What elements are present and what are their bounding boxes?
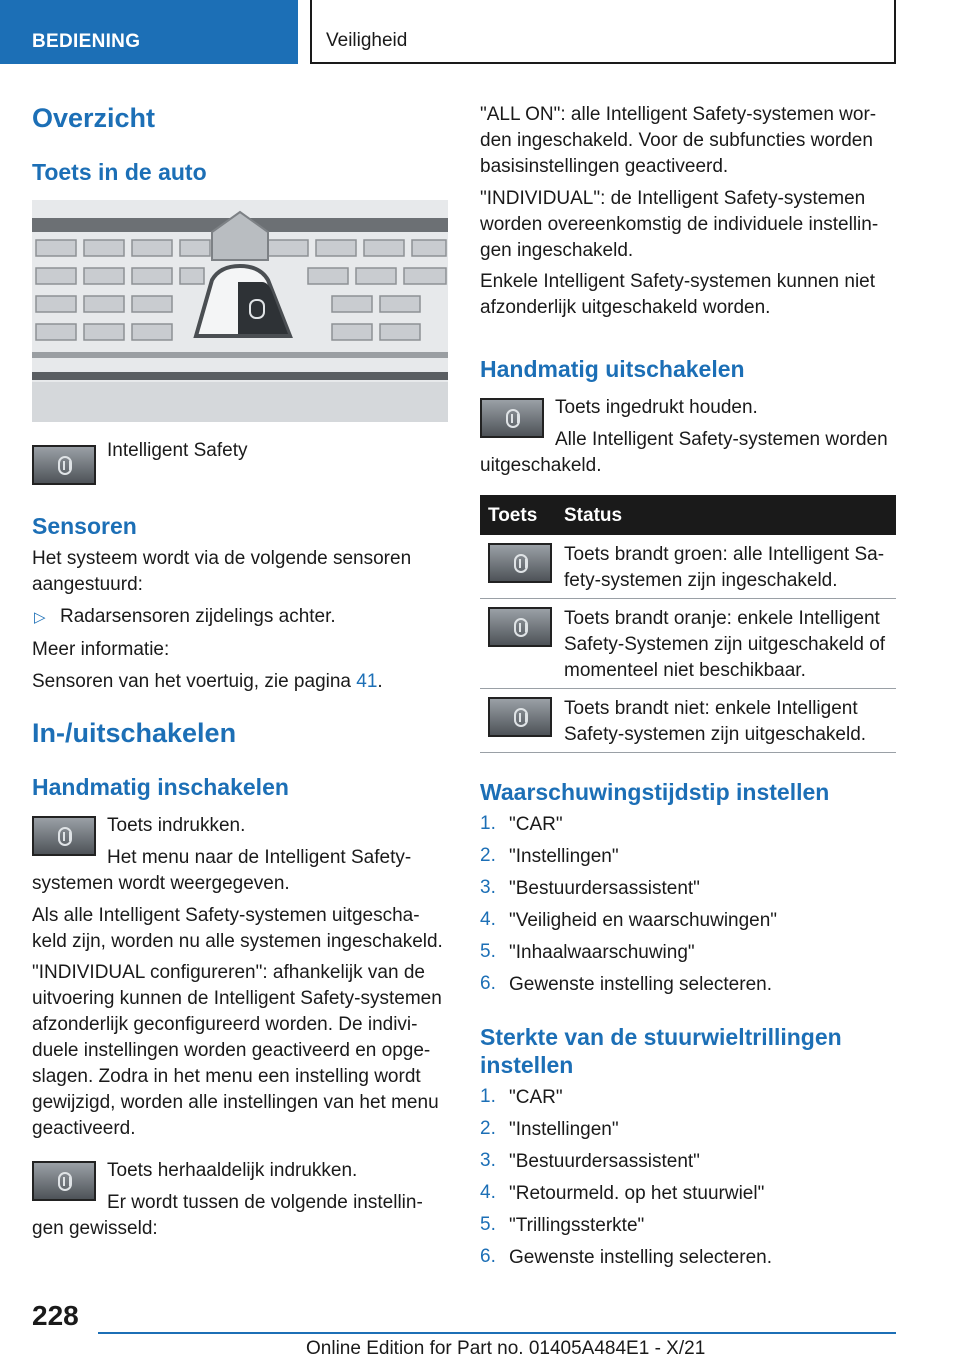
table-row-2-line-3: momenteel niet beschikbaar. (564, 660, 806, 681)
para3-line-3: afzonderlijk geconfigureerd worden. De indivi- (32, 1014, 418, 1035)
heading-sensoren: Sensoren (32, 513, 137, 539)
button-caption: Intelligent Safety (107, 440, 248, 461)
herhaal-line-2: Er wordt tussen de volgende instellin- (107, 1192, 423, 1213)
sensoren-reference-text: Sensoren van het voertuig, zie pagina (32, 671, 351, 692)
sensoren-bullet: Radarsensoren zijdelings achter. (60, 606, 336, 627)
button-off-icon (488, 697, 552, 737)
list1-item-4: "Veiligheid en waarschuwingen" (509, 910, 778, 931)
table-divider (480, 752, 896, 753)
list1-item-3: "Bestuurdersassistent" (509, 878, 700, 899)
inschakelen-line-2: Het menu naar de Intelligent Safety- (107, 847, 412, 868)
herhaal-line-3: gen gewisseld: (32, 1218, 158, 1239)
inschakelen-line-3: systemen wordt weergegeven. (32, 873, 290, 894)
list1-item-5: "Inhaalwaarschuwing" (509, 942, 695, 963)
table-divider (480, 598, 896, 599)
section-title: BEDIENING (32, 31, 141, 52)
para2-line-1: Als alle Intelligent Safety-systemen uitgescha- (32, 905, 420, 926)
enkele-line-1: Enkele Intelligent Safety-systemen kunnen niet (480, 271, 876, 292)
para3-line-2: uitvoering kunnen de Intelligent Safety-systemen (32, 988, 442, 1009)
heading-in-uitschakelen: In-/uitschakelen (32, 718, 237, 748)
list2-item-5: "Trillingssterkte" (509, 1215, 645, 1236)
heading-waarschuwingstijdstip: Waarschuwingstijdstip instellen (480, 779, 830, 805)
table-row-3-line-2: Safety-systemen zijn uitgeschakeld. (564, 724, 867, 745)
button-orange-icon (488, 607, 552, 647)
list1-num-2: 2. (480, 845, 496, 866)
heading-overzicht: Overzicht (32, 103, 156, 133)
edition-text: Online Edition for Part no. 01405A484E1 - X/21 (306, 1338, 706, 1359)
sensoren-text-2: aangestuurd: (32, 574, 143, 595)
list2-item-6: Gewenste instelling selecteren. (509, 1247, 772, 1268)
intelligent-safety-button-icon (32, 445, 96, 485)
intelligent-safety-button-icon (32, 816, 96, 856)
period: . (377, 671, 383, 692)
table-row-2-line-1: Toets brandt oranje: enkele Intelligent (564, 608, 880, 629)
individual-line-3: gen ingeschakeld. (480, 240, 634, 261)
list2-num-5: 5. (480, 1214, 496, 1235)
para3-line-5: slagen. Zodra in het menu een instelling wordt (32, 1066, 421, 1087)
bullet-icon: ▷ (34, 609, 46, 626)
list1-item-1: "CAR" (509, 814, 563, 835)
list1-num-4: 4. (480, 909, 496, 930)
heading-handmatig-inschakelen: Handmatig inschakelen (32, 774, 289, 800)
uitschakelen-line-1: Toets ingedrukt houden. (555, 397, 758, 418)
section-tab (0, 0, 298, 64)
status-table-header (480, 495, 896, 535)
list2-num-2: 2. (480, 1118, 496, 1139)
car-grille-photo (32, 200, 448, 422)
button-green-icon (488, 543, 552, 583)
heading-sterkte-line-2: instellen (480, 1052, 574, 1078)
list2-item-2: "Instellingen" (509, 1119, 619, 1140)
uitschakelen-line-3: uitgeschakeld. (480, 455, 602, 476)
para3-line-7: geactiveerd. (32, 1118, 136, 1139)
page-link-41[interactable]: 41 (356, 671, 378, 692)
heading-sterkte-line-1: Sterkte van de stuurwieltrillingen (480, 1024, 842, 1050)
list2-item-3: "Bestuurdersassistent" (509, 1151, 700, 1172)
heading-toets: Toets in de auto (32, 159, 207, 185)
uitschakelen-line-2: Alle Intelligent Safety-systemen worden (555, 429, 888, 450)
intelligent-safety-button-icon (480, 398, 544, 438)
list2-num-4: 4. (480, 1182, 496, 1203)
herhaal-line-1: Toets herhaaldelijk indrukken. (107, 1160, 358, 1181)
individual-line-1: "INDIVIDUAL": de Intelligent Safety-systemen (480, 188, 866, 209)
col-status: Status (564, 505, 623, 526)
para3-line-4: duele instellingen worden geactiveerd en opge- (32, 1040, 431, 1061)
table-row-2-line-2: Safety-Systemen zijn uitgeschakeld of (564, 634, 886, 655)
meer-info: Meer informatie: (32, 639, 170, 660)
list1-item-2: "Instellingen" (509, 846, 619, 867)
inschakelen-line-1: Toets indrukken. (107, 815, 246, 836)
individual-line-2: worden overeenkomstig de individuele instellin- (480, 214, 879, 235)
table-row-3-line-1: Toets brandt niet: enkele Intelligent (564, 698, 858, 719)
sensoren-reference (32, 669, 383, 695)
footer-divider (98, 1332, 896, 1334)
para3-line-6: gewijzigd, worden alle instellingen van het menu (32, 1092, 439, 1113)
chapter-title: Veiligheid (326, 30, 408, 51)
list1-num-6: 6. (480, 973, 496, 994)
table-divider (480, 688, 896, 689)
enkele-line-2: afzonderlijk uitgeschakeld worden. (480, 297, 771, 318)
table-row-1-line-2: fety-systemen zijn ingeschakeld. (564, 570, 838, 591)
col-toets: Toets (488, 505, 538, 526)
all-on-line-2: den ingeschakeld. Voor de subfuncties worden (480, 130, 873, 151)
list1-num-1: 1. (480, 813, 496, 834)
intelligent-safety-button-icon (32, 1161, 96, 1201)
list2-item-4: "Retourmeld. op het stuurwiel" (509, 1183, 765, 1204)
list1-num-3: 3. (480, 877, 496, 898)
list2-num-1: 1. (480, 1086, 496, 1107)
list1-num-5: 5. (480, 941, 496, 962)
chapter-tab (310, 0, 896, 64)
list2-item-1: "CAR" (509, 1087, 563, 1108)
all-on-line-1: "ALL ON": alle Intelligent Safety-systemen wor- (480, 104, 877, 125)
table-row-1-line-1: Toets brandt groen: alle Intelligent Sa- (564, 544, 885, 565)
grille-illustration (32, 200, 448, 422)
page-number: 228 (32, 1300, 79, 1331)
para3-line-1: "INDIVIDUAL configureren": afhankelijk van de (32, 962, 425, 983)
all-on-line-3: basisinstellingen geactiveerd. (480, 156, 729, 177)
heading-handmatig-uitschakelen: Handmatig uitschakelen (480, 356, 745, 382)
list1-item-6: Gewenste instelling selecteren. (509, 974, 772, 995)
list2-num-3: 3. (480, 1150, 496, 1171)
sensoren-text-1: Het systeem wordt via de volgende sensoren (32, 548, 412, 569)
para2-line-2: keld zijn, worden nu alle systemen ingeschakeld. (32, 931, 443, 952)
list2-num-6: 6. (480, 1246, 496, 1267)
